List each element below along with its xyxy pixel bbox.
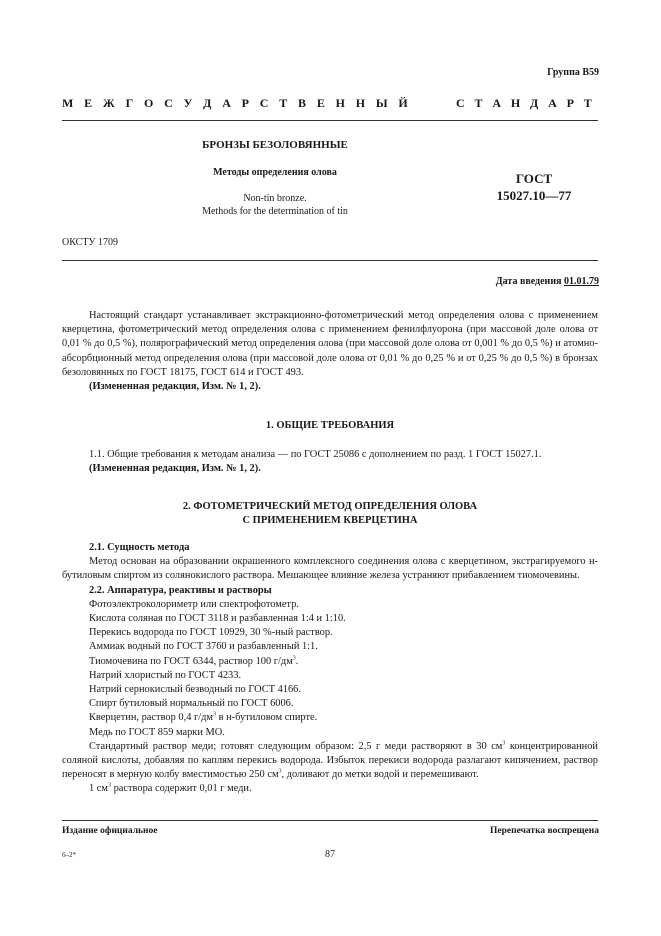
intro-block — [62, 309, 598, 394]
reagent-item: Кверцетин, раствор 0,4 $г/дм^3$ в н-бутиловом спирте. — [89, 711, 318, 724]
date-value: 01.01.79 — [564, 276, 599, 287]
banner-letter: Д — [530, 96, 545, 110]
banner-letter: У — [183, 96, 199, 110]
english-title-line-2: Methods for the determination of tin — [202, 206, 348, 217]
reagent-item: Натрий сернокислый безводный по ГОСТ 4166. — [89, 684, 301, 696]
banner-letter: А — [548, 96, 563, 110]
banner-letter: А — [222, 96, 238, 110]
reagent-item: Тиомочевина по ГОСТ 6344, раствор 100 $г/дм^3$. — [89, 655, 299, 667]
gost-label: ГОСТ — [515, 171, 553, 186]
banner-letter: Н — [335, 96, 352, 110]
gost-code: 15027.10—77 — [496, 188, 572, 203]
page-number: 87 — [325, 849, 335, 860]
doc-subtitle: Методы определения олова — [213, 167, 337, 178]
reagent-item: Аммиак водный по ГОСТ 3760 и разбавленный 1:1. — [89, 641, 318, 653]
banner-letter: Т — [583, 96, 598, 110]
banner-letter: Е — [316, 96, 332, 110]
banner-letter: Д — [203, 96, 218, 110]
banner-letter: Й — [398, 96, 414, 110]
section-1-body — [62, 448, 598, 476]
reagent-item: Спирт бутиловый нормальный по ГОСТ 6006. — [89, 698, 294, 710]
banner-letter: С — [456, 96, 471, 110]
doc-title: БРОНЗЫ БЕЗОЛОВЯННЫЕ — [202, 139, 348, 151]
reagent-item: Фотоэлектроколориметр или спектрофотометр. — [89, 598, 299, 610]
print-code: 6–2* — [62, 851, 76, 859]
banner-letter: О — [143, 96, 160, 110]
intro-edition-note: (Измененная редакция, Изм. № 1, 2). — [89, 381, 261, 393]
group-code: Группа В59 — [547, 67, 599, 78]
reagent-item: Натрий хлористый по ГОСТ 4233. — [89, 669, 242, 681]
copper-standard-solution: Стандартный раствор меди; готовят следующим образом: 2,5 г меди растворяют в 30 $см^3$ концентрированной соляной кислоты, добавляя по каплям перекись водорода. Избыток перекиси водорода разлагают кипячением, раствор переносят в мерную колбу вместимостью 250 $см^3$, доливают до метки водой и перемешивают. — [62, 740, 598, 781]
banner-letter: Г — [125, 96, 140, 110]
reagent-item: Медь по ГОСТ 859 марки МО. — [89, 726, 225, 738]
banner-letter: М — [62, 96, 80, 110]
date-label: Дата введения — [495, 276, 562, 287]
reagent-item: Перекись водорода по ГОСТ 10929, 30 %-ный раствор. — [89, 627, 333, 639]
banner-right — [456, 96, 598, 111]
banner-letter: Р — [566, 96, 581, 110]
standard-banner — [62, 96, 598, 111]
subsection-2-1-text: Метод основан на образовании окрашенного комплексного соединения олова с кверцетином, экстрагируемого н-бутиловым спиртом из солянокислого раствора. Мешающее влияние железа устраняют прибавлением тиомочевины. — [62, 556, 598, 582]
section-1-edition-note: (Измененная редакция, Изм. № 1, 2). — [89, 463, 261, 475]
reagent-item: Кислота соляная по ГОСТ 3118 и разбавленная 1:4 и 1:10. — [89, 613, 346, 625]
section-2-heading-line-1: 2. ФОТОМЕТРИЧЕСКИЙ МЕТОД ОПРЕДЕЛЕНИЯ ОЛОВА — [182, 501, 478, 512]
copper-concentration: 1 $см^3$ раствора содержит 0,01 г меди. — [89, 782, 252, 795]
banner-letter: Ы — [375, 96, 394, 110]
banner-letter: С — [164, 96, 179, 110]
intro-paragraph: Настоящий стандарт устанавливает экстракционно-фотометрический метод определения олова с применением кверцетина, фотометрический метод определения олова с применением фенилфлуорона (при массовой доле олова от 0,01 % до 0,5 %), полярографический метод определения олова (при массовой доле олова от 0,001 % до 0,5 %) и атомно-абсорбционный метод определения олова (при массовой доле олова от 0,01 % до 0,25 % и от 0,25 % до 0,5 %) в бронзах безоловянных по ГОСТ 18175, ГОСТ 614 и ГОСТ 493. — [62, 310, 598, 378]
subsection-2-1-title: 2.1. Сущность метода — [89, 542, 190, 553]
okstu-code: ОКСТУ 1709 — [62, 237, 119, 248]
banner-letter: Т — [279, 96, 294, 110]
banner-letter: Н — [510, 96, 527, 110]
banner-letter: С — [259, 96, 275, 110]
section-1-heading: 1. ОБЩИЕ ТРЕБОВАНИЯ — [265, 420, 395, 431]
banner-letter: В — [298, 96, 313, 110]
section-2-heading-line-2: С ПРИМЕНЕНИЕМ КВЕРЦЕТИНА — [242, 515, 418, 526]
reprint-prohibited: Перепечатка воспрещена — [489, 826, 599, 836]
banner-letter: Т — [474, 96, 489, 110]
banner-letter: Е — [84, 96, 99, 110]
section-1-paragraph: 1.1. Общие требования к методам анализа — по ГОСТ 25086 с дополнением по разд. 1 ГОСТ 15027.1. — [89, 449, 542, 460]
banner-letter: Н — [355, 96, 372, 110]
section-2-heading — [62, 500, 598, 528]
banner-letter: Р — [241, 96, 256, 110]
banner-letter: Ж — [102, 96, 121, 110]
footer-rule — [62, 820, 598, 821]
gost-number — [470, 170, 598, 204]
banner-left — [62, 96, 414, 111]
section-2-body — [62, 541, 598, 797]
okstu-rule — [62, 260, 598, 261]
official-edition: Издание официальное — [62, 826, 158, 836]
header-rule — [62, 120, 598, 121]
doc-english-title — [62, 192, 488, 218]
english-title-line-1: Non-tin bronze. — [243, 193, 307, 204]
effective-date — [496, 276, 599, 287]
banner-letter: А — [492, 96, 508, 110]
subsection-2-2-title: 2.2. Аппаратура, реактивы и растворы — [89, 584, 272, 596]
